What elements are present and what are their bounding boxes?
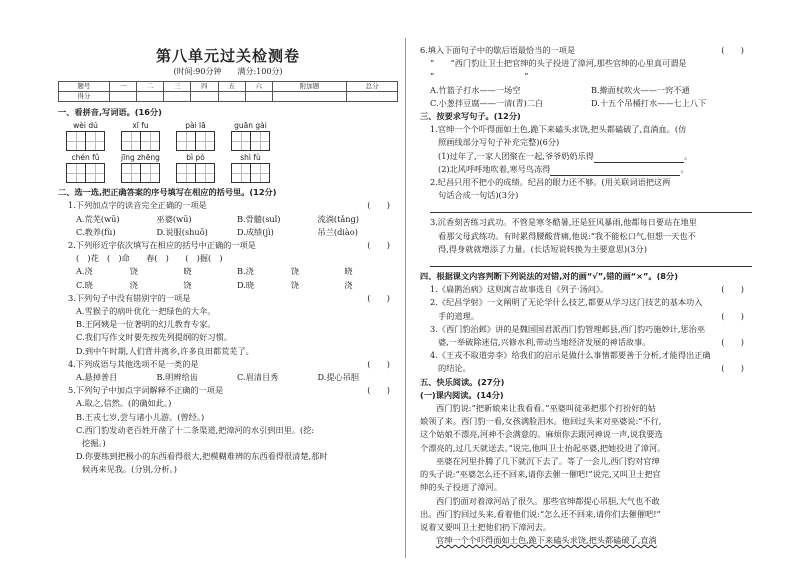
option[interactable]: C.晓 — [76, 279, 93, 290]
judge-item-3-cont — [420, 336, 752, 349]
option-part: 饶 — [290, 279, 299, 290]
pinyin-item — [121, 153, 160, 183]
options-row — [58, 213, 398, 226]
option-part: 浇 — [129, 279, 138, 290]
options-row — [58, 371, 398, 384]
score-cell[interactable] — [218, 92, 245, 102]
option[interactable]: B.擀面杖吹火——一窍不通 — [591, 84, 690, 95]
option-continued: 挖掘。) — [82, 438, 106, 449]
section-4-title: 四、根据课文内容判断下列说法的对错,对的画“√”,错的画“×”。(8分) — [420, 271, 678, 282]
score-col: 六 — [245, 82, 272, 92]
option[interactable]: C.教养(fù) — [76, 226, 116, 237]
question-text: 5.下列句子中加点字词解释不正确的一项是 — [68, 385, 224, 396]
option-continued: 候再来见我。(分别,分析。) — [82, 464, 177, 475]
option[interactable]: B.王戎七岁,尝与诸小儿游。(曾经。) — [76, 411, 205, 422]
right-column — [420, 44, 752, 547]
question-text: 1.下列加点字的读音完全正确的一项是 — [68, 200, 207, 211]
question-3-1-1: (1)过年了,一家人团聚在一起,爷爷奶奶乐得 。 — [420, 150, 752, 163]
writing-box[interactable] — [251, 163, 270, 183]
pinyin-item — [231, 121, 270, 151]
option[interactable]: A.取之,信然。(的确如此。) — [76, 398, 172, 409]
answer-paren[interactable]: ( ) — [367, 358, 390, 369]
options-row — [58, 265, 398, 278]
answer-blank[interactable] — [594, 153, 684, 163]
writing-box[interactable] — [141, 163, 160, 183]
pinyin-text: jīng zhēng — [121, 153, 160, 163]
question-text: 4.下列成语与其他选项不是一类的是 — [68, 358, 199, 369]
answer-paren[interactable]: ( ) — [367, 200, 390, 211]
option[interactable]: A.竹篮子打水——一场空 — [430, 84, 521, 95]
answer-line[interactable] — [430, 256, 752, 267]
passage-line: 说着又要叫卫士把他们扔下漳河去。 — [420, 521, 552, 532]
question-2-3 — [58, 292, 398, 305]
option[interactable]: 巫婆(wū) — [156, 213, 192, 224]
option[interactable]: D.你要练到把极小的东西看得很大,把模糊难辨的东西看得很清楚,那时 — [76, 451, 328, 462]
score-value-row — [59, 92, 398, 102]
judge-text: 1.《扁鹊治病》这则寓言故事选自《列子·汤问》。 — [430, 284, 609, 295]
judge-item-1 — [420, 283, 752, 296]
pinyin-item — [231, 153, 270, 183]
option[interactable]: C.我们写作文时要先按先列提纲的好习惯。 — [76, 332, 232, 343]
score-cell[interactable] — [347, 92, 398, 102]
score-cell[interactable] — [164, 92, 191, 102]
section-3-title: 三、按要求写句子。(12分) — [420, 111, 521, 122]
writing-box[interactable] — [251, 131, 270, 151]
option-part: 晓 — [183, 266, 192, 277]
options-row — [58, 279, 398, 292]
score-cell[interactable] — [191, 92, 218, 102]
score-header-row — [59, 82, 398, 92]
option[interactable]: C.小葱拌豆腐——一清(青)二白 — [430, 97, 544, 108]
option[interactable]: D.晓 — [237, 279, 255, 290]
score-col: 二 — [136, 82, 163, 92]
question-body: “ ”西门豹让卫士把官绅的头子投进了漳河,那些官绅的心里真可谓是 — [430, 58, 687, 69]
option-part: 饶 — [290, 266, 299, 277]
option[interactable]: B.王阿姨是一位著明的幻儿教育专家。 — [76, 319, 216, 330]
pinyin-text: wèi dú — [73, 121, 98, 131]
answer-paren[interactable]: ( ) — [367, 292, 390, 303]
score-col: 五 — [218, 82, 245, 92]
option[interactable]: C.西门豹发动老百姓开凿了十二条渠道,把漳河的水引到田里。(挖: — [76, 424, 315, 435]
score-cell[interactable] — [245, 92, 272, 102]
writing-box[interactable] — [66, 163, 86, 183]
question-2-2 — [58, 239, 398, 252]
left-column — [58, 44, 398, 477]
answer-blank[interactable] — [550, 166, 680, 176]
writing-box[interactable] — [86, 163, 105, 183]
judge-item-2: 2.《纪昌学射》一文阐明了无论学什么技艺,都要从学习这门技艺的基本功入 — [430, 297, 703, 308]
answer-line[interactable] — [430, 202, 752, 213]
passage-line: 西门豹面对着漳河站了很久。那些官绅都提心吊胆,大气也不敢 — [436, 495, 660, 506]
score-col: 三 — [164, 82, 191, 92]
option[interactable]: D.成绩(jì) — [237, 226, 274, 237]
question-2-4 — [58, 358, 398, 371]
pinyin-text: bì pò — [186, 153, 205, 163]
pinyin-item — [176, 153, 215, 183]
passage-line: 这个姑娘不漂亮,河神不会满意的。麻烦你去跟河神说一声,说我要选 — [420, 429, 663, 440]
judge-item-4: 4.《王戎不取道旁李》给我们的启示是做什么事情都要善于分析,才能得出正确 — [430, 350, 711, 361]
pinyin-item — [121, 121, 160, 151]
score-cell[interactable] — [136, 92, 163, 102]
passage-line: 娘领了来。西门豹一看,女孩满脸泪水。他回过头来对巫婆说:“不行, — [420, 416, 662, 427]
question-text: 3.下列句子中没有错别字的一项是 — [68, 292, 191, 303]
exam-title: 第八单元过关检测卷 — [155, 47, 300, 65]
options-row — [58, 226, 398, 239]
section-5-subtitle: (一)课内阅读。(14分) — [420, 389, 504, 400]
option[interactable]: D.到中午时期,人们背井离乡,许多良田都荒芜了。 — [76, 345, 254, 356]
option-part: 浇 — [344, 279, 353, 290]
writing-box[interactable] — [66, 131, 86, 151]
writing-box[interactable] — [121, 163, 141, 183]
passage-line: 个漂亮的,过几天就送去。”说完,他叫卫士抬起巫婆,把她投进了漳河。 — [420, 442, 666, 453]
option[interactable]: B.浇 — [237, 266, 254, 277]
pinyin-text: shì fù — [240, 153, 261, 163]
writing-box[interactable] — [86, 131, 105, 151]
question-2-1 — [58, 199, 398, 212]
question-3-3-cont: 看那父母武练功。有时累得腰酸背痛,他说:“我不能松口气,但想一天也不 — [438, 230, 696, 241]
passage-line: 出。西门豹回过头来,看着他们说:“怎么还不回来,请你们去催催吧!” — [420, 508, 661, 519]
question-3-2-cont: 句话合成一句话)(3分) — [438, 190, 519, 201]
prompt-text: (2)北风呼呼地吹着,寒号鸟冻得 — [438, 163, 551, 174]
writing-box[interactable] — [121, 131, 141, 151]
passage-line-underlined: 官绅一个个吓得面如土色,跪下来磕头求饶,把头都磕破了,直淌 — [436, 535, 657, 546]
pinyin-text: chén fǔ — [71, 153, 100, 163]
writing-box[interactable] — [176, 163, 196, 183]
section-1-title: 一、看拼音,写词语。(16分) — [58, 107, 162, 117]
writing-box[interactable] — [231, 131, 251, 151]
option-part: 饶 — [183, 279, 192, 290]
answer-paren[interactable]: ( ) — [721, 363, 744, 374]
answer-paren[interactable]: ( ) — [721, 45, 744, 55]
answer-paren[interactable]: ( ) — [367, 240, 390, 251]
answer-paren[interactable]: ( ) — [367, 385, 390, 396]
question-3-1-2: (2)北风呼呼地吹着,寒号鸟冻得 。 — [420, 163, 752, 176]
option[interactable]: B.明辨给齿 — [156, 372, 198, 383]
score-col: 题号 — [59, 82, 110, 92]
option[interactable]: A.荒芜(wū) — [76, 213, 120, 224]
pinyin-row-1 — [58, 121, 398, 151]
writing-box[interactable] — [196, 163, 215, 183]
option[interactable]: 吊兰(diào) — [317, 226, 358, 237]
options-row — [420, 97, 752, 110]
option[interactable]: A.雪猴子的病叶优化一把绿色的大伞。 — [76, 306, 216, 317]
option[interactable]: C.眉清目秀 — [237, 372, 279, 383]
option-part: 饶 — [129, 266, 138, 277]
score-col: 四 — [191, 82, 218, 92]
question-text: 2.下列形近字依次填写在相应的括号中正确的一项是 — [68, 240, 256, 251]
pinyin-item — [176, 121, 215, 151]
question-3-3-cont: 得,得身就就增添了力量。(长话短说转换为主要意思)(3分) — [438, 243, 647, 254]
prompt-text: (1)过年了,一家人团聚在一起,爷爷奶奶乐得 — [438, 150, 594, 161]
reading-passage — [420, 402, 752, 547]
question-3-1: 1.官绅一个个吓得面如土色,跪下来磕头求饶,把头都磕破了,直淌血。(仿 — [430, 124, 687, 135]
score-cell[interactable] — [272, 92, 346, 102]
judge-text: 的结论。 — [438, 363, 471, 374]
pinyin-text: guān gài — [234, 121, 267, 131]
option-part: 晓 — [344, 266, 353, 277]
answer-paren[interactable]: ( ) — [721, 337, 744, 348]
option[interactable]: D.提心吊胆 — [317, 372, 360, 383]
question-3-1-cont: 照画线部分写句子补充完整)(6分) — [438, 137, 560, 148]
score-col: 一 — [109, 82, 136, 92]
judge-text: 婆,一举破除迷信,兴修水利,带动当地经济发展的神话故事。 — [438, 337, 651, 348]
writing-box[interactable] — [176, 131, 196, 151]
passage-line: 绅的头子投进了漳河。 — [420, 482, 502, 493]
writing-box[interactable] — [141, 131, 160, 151]
pinyin-text: pài lā — [185, 121, 206, 131]
pinyin-item — [66, 121, 105, 151]
judge-item-2-cont — [420, 310, 752, 323]
passage-line: 的头子说:“巫婆怎么还不回来,请你去催一催吧!”说完,又叫卫士把官 — [420, 469, 661, 480]
option[interactable]: A.悬掉普目 — [76, 372, 118, 383]
question-2-6 — [420, 44, 752, 57]
option[interactable]: B.骨髓(suǐ) — [237, 213, 281, 224]
option[interactable]: D.十五个吊桶打水——七上八下 — [591, 97, 707, 108]
exam-subtitle: (时间:90分钟 满分:100分) — [173, 67, 283, 76]
question-body: “ ” — [430, 71, 529, 82]
question-3-3: 3.沉香刻苦练习武功。不管是寒冬酷暑,还是狂风暴雨,他都每日要站在地里 — [430, 217, 697, 228]
writing-box[interactable] — [231, 163, 251, 183]
question-2-5 — [58, 384, 398, 397]
section-5-title: 五、快乐阅读。(27分) — [420, 376, 505, 387]
pinyin-text: xī fu — [132, 121, 149, 131]
question-text: 6.填入下面句子中的歇后语最恰当的一项是 — [420, 45, 576, 55]
judge-text: 手的道理。 — [438, 310, 479, 321]
section-2-title: 二、选一选,把正确答案的序号填写在相应的括号里。(12分) — [58, 187, 277, 198]
judge-item-4-cont — [420, 362, 752, 375]
option[interactable]: D.说服(shuō) — [156, 226, 208, 237]
options-row — [420, 84, 752, 97]
pinyin-row-2 — [58, 153, 398, 183]
score-table — [58, 81, 398, 102]
passage-line: 西门豹说:“把新娘来让我看看。”巫婆叫徒弟把那个打扮好的姑 — [436, 403, 656, 414]
blanks-line: ( )花 ( )命 春( ) ( )掘( ) — [76, 253, 223, 264]
score-row-label: 得分 — [59, 92, 110, 102]
judge-item-3: 3.《西门豹治邺》讲的是魏国国君派西门豹管理邺县,西门豹巧施妙计,惩治巫 — [430, 323, 706, 334]
passage-line: 巫婆在河里扑腾了几下就沉下去了。等了一会儿,西门豹对官绅 — [436, 455, 660, 466]
score-cell[interactable] — [109, 92, 136, 102]
writing-box[interactable] — [196, 131, 215, 151]
option[interactable]: 流淌(tǎng) — [317, 213, 359, 224]
answer-paren[interactable]: ( ) — [721, 284, 744, 295]
option[interactable]: A.浇 — [76, 266, 93, 277]
answer-paren[interactable]: ( ) — [721, 310, 744, 321]
column-divider — [405, 38, 406, 558]
score-col: 总分 — [347, 82, 398, 92]
score-col: 附加题 — [272, 82, 346, 92]
pinyin-item — [66, 153, 105, 183]
question-3-2: 2.纪昌只用不把小的成绩。纪昌的眼力还不够。(用关联词语把这两 — [430, 177, 671, 188]
